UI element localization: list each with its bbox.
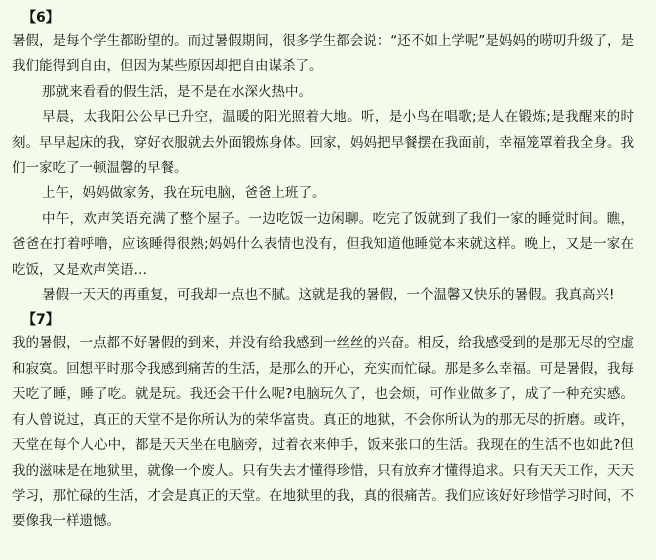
paragraph: 上午，妈妈做家务，我在玩电脑，爸爸上班了。	[42, 185, 326, 202]
section-7	[12, 310, 634, 534]
paragraph: 我的暑假，一点都不好暑假的到来，并没有给我感到一丝丝的兴奋。相反，给我感受到的是那无尽的空虚和寂寞。回想平时那令我感到痛苦的生活，是那么的开心，充实而忙碌。那是多么幸福。可是暑假，我每天吃了睡，睡了吃。就是玩。我还会干什么呢?电脑玩久了，也会烦，可作业做多了，成了一种充实感。有人曾说过，真正的天堂不是你所认为的荣华富贵。真正的地狱，不会你所认为的那无尽的折磨。或许，天堂在每个人心中，都是天天坐在电脑旁，过着衣来伸手，饭来张口的生活。我现在的生活不也如此?但我的滋味是在地狱里，就像一个废人。只有失去才懂得珍惜，只有放弃才懂得追求。只有天天工作，天天学习，那忙碌的生活，才会是真正的天堂。在地狱里的我，真的很痛苦。我们应该好好珍惜学习时间，不要像我一样遗憾。	[12, 335, 634, 530]
paragraph: 早晨，太我阳公公早已升空，温暖的阳光照着大地。听，是小鸟在唱歌;是人在锻炼;是我醒来的时刻。早早起床的我，穿好衣服就去外面锻炼身体。回家，妈妈把早餐摆在我面前，幸福笼罩着我全身。我们一家吃了一顿温馨的早餐。	[12, 109, 634, 177]
paragraph: 那就来看看的假生活，是不是在水深火热中。	[42, 83, 312, 100]
paragraph: 暑假一天天的再重复，可我却一点也不腻。这就是我的暑假，一个温馨又快乐的暑假。我真高兴!	[42, 287, 615, 304]
section-6	[12, 8, 634, 308]
paragraph: 中午，欢声笑语充满了整个屋子。一边吃饭一边闲聊。吃完了饭就到了我们一家的睡觉时间。瞧，爸爸在打着呼噜，应该睡得很熟;妈妈什么表情也没有，但我知道他睡觉本来就这样。晚上，又是一家在吃饭，又是欢声笑语…	[12, 210, 634, 278]
section-heading: 【6】	[22, 10, 60, 26]
section-heading: 【7】	[22, 312, 60, 329]
paragraph: 暑假，是每个学生都盼望的。而过暑假期间，很多学生都会说：“还不如上学呢”是妈妈的唠叨升级了，是我们能得到自由，但因为某些原因却把自由谋杀了。	[12, 33, 634, 75]
